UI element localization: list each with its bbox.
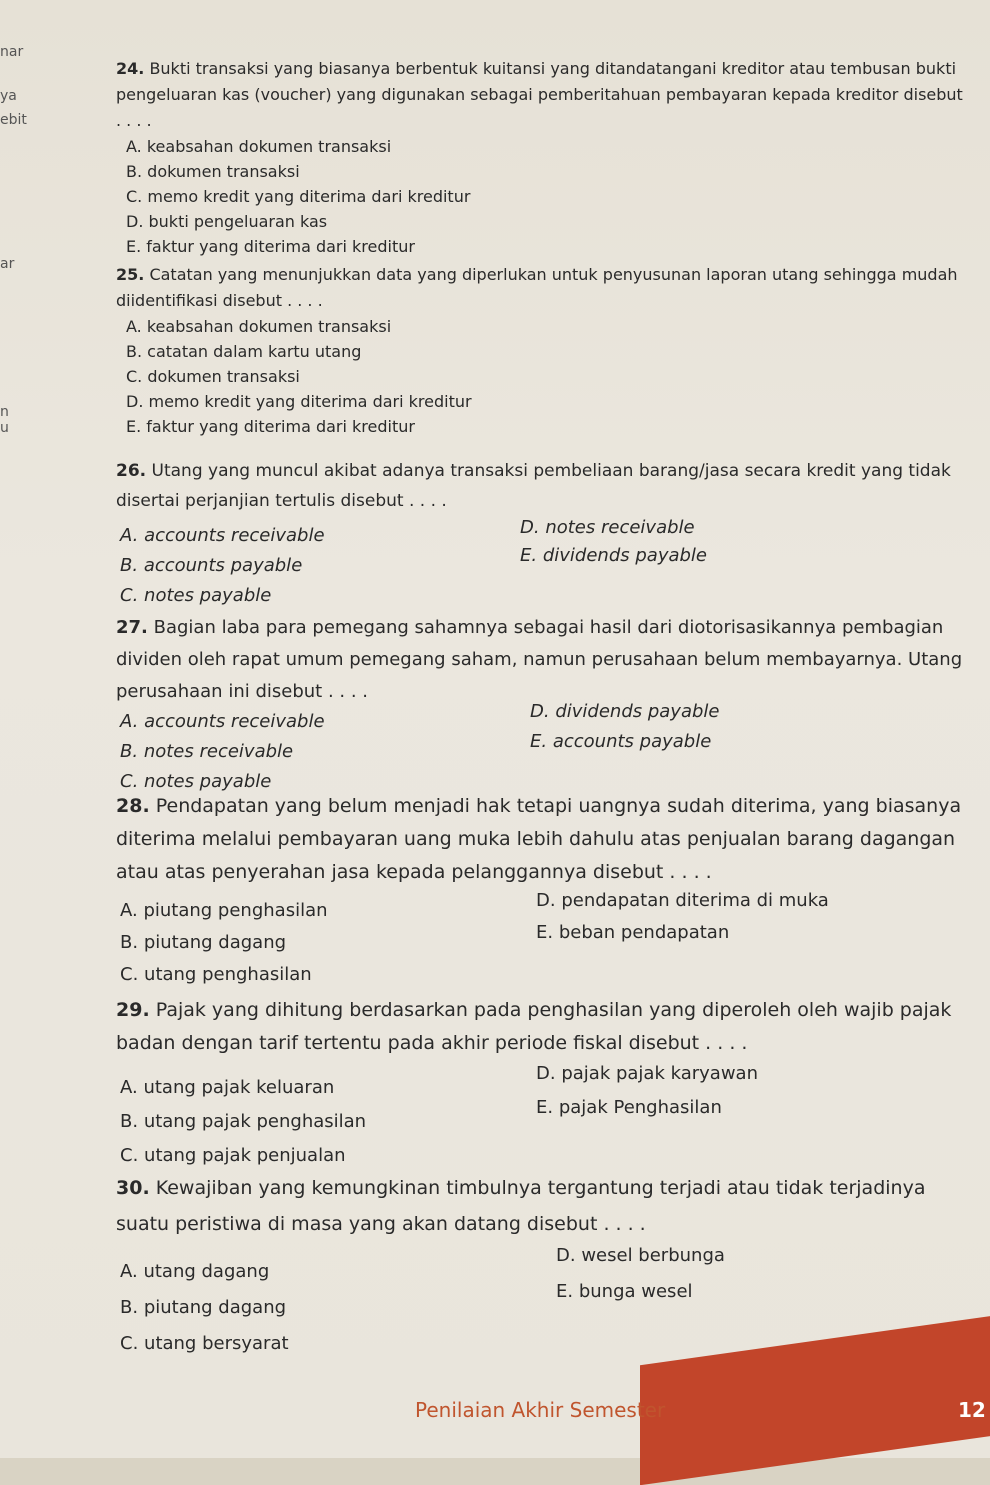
question-text: Catatan yang menunjukkan data yang diperlukan untuk penyusunan laporan utang sehingga mudah diidentifikasi disebut . . . .: [116, 265, 958, 310]
option-c[interactable]: C. utang bersyarat: [120, 1333, 289, 1354]
option-b[interactable]: B. piutang dagang: [120, 932, 287, 953]
question-number: 29.: [116, 999, 150, 1021]
option-b[interactable]: B. piutang dagang: [120, 1297, 287, 1318]
option-c[interactable]: C. dokumen transaksi: [126, 367, 300, 386]
question-text: Kewajiban yang kemungkinan timbulnya tergantung terjadi atau tidak terjadinya suatu peristiwa di masa yang akan datang disebut . . . .: [116, 1177, 926, 1235]
option-b[interactable]: B. dokumen transaksi: [126, 162, 300, 181]
option-e[interactable]: E. accounts payable: [530, 731, 712, 752]
question-28: [116, 790, 966, 985]
option-b[interactable]: B. accounts payable: [120, 555, 303, 576]
option-b[interactable]: B. utang pajak penghasilan: [120, 1111, 367, 1132]
margin-fragment: ar: [0, 256, 15, 272]
page-number: 12: [958, 1398, 986, 1422]
question-text: Bagian laba para pemegang sahamnya sebagai hasil dari diotorisasikannya pembagian dividen oleh rapat umum pemegang saham, namun perusahaan belum membayarnya. Utang perusahaan ini disebut . . . .: [116, 617, 963, 702]
question-stem: [116, 262, 966, 314]
question-stem: [116, 1170, 966, 1242]
option-d[interactable]: D. dividends payable: [530, 701, 720, 722]
margin-fragment: n: [0, 404, 9, 420]
question-29: [116, 994, 966, 1166]
option-d[interactable]: D. pajak pajak karyawan: [536, 1063, 758, 1084]
option-b[interactable]: B. catatan dalam kartu utang: [126, 342, 362, 361]
question-number: 25.: [116, 265, 145, 284]
option-c[interactable]: C. utang pajak penjualan: [120, 1145, 346, 1166]
option-a[interactable]: A. accounts receivable: [120, 711, 325, 732]
question-number: 24.: [116, 59, 145, 78]
footer-label: Penilaian Akhir Semester: [415, 1398, 666, 1422]
margin-fragment: nar: [0, 44, 24, 60]
option-a[interactable]: A. utang dagang: [120, 1261, 270, 1282]
option-e[interactable]: E. pajak Penghasilan: [536, 1097, 722, 1118]
question-text: Bukti transaksi yang biasanya berbentuk kuitansi yang ditandatangani kreditor atau tembusan bukti pengeluaran kas (voucher) yang digunakan sebagai pemberitahuan pembayaran kepada kreditor disebut . . . .: [116, 59, 963, 130]
question-number: 30.: [116, 1177, 150, 1199]
option-a[interactable]: A. accounts receivable: [120, 525, 325, 546]
question-26: [116, 456, 966, 616]
question-stem: [116, 612, 966, 708]
option-e[interactable]: E. faktur yang diterima dari kreditur: [126, 237, 415, 256]
option-a[interactable]: A. utang pajak keluaran: [120, 1077, 335, 1098]
option-c[interactable]: C. notes payable: [120, 771, 272, 792]
question-30: [116, 1170, 966, 1352]
question-text: Pajak yang dihitung berdasarkan pada penghasilan yang diperoleh oleh wajib pajak badan dengan tarif tertentu pada akhir periode fiskal disebut . . . .: [116, 999, 952, 1054]
margin-fragment: ya: [0, 88, 17, 104]
question-number: 26.: [116, 461, 147, 481]
option-a[interactable]: A. piutang penghasilan: [120, 900, 328, 921]
question-24: [116, 56, 966, 259]
option-c[interactable]: C. utang penghasilan: [120, 964, 312, 985]
option-c[interactable]: C. memo kredit yang diterima dari kreditur: [126, 187, 471, 206]
question-text: Utang yang muncul akibat adanya transaksi pembeliaan barang/jasa secara kredit yang tidak disertai perjanjian tertulis disebut . . . .: [116, 461, 951, 511]
margin-fragment: ebit: [0, 112, 27, 128]
option-e[interactable]: E. dividends payable: [520, 545, 707, 566]
option-a[interactable]: A. keabsahan dokumen transaksi: [126, 317, 392, 336]
option-d[interactable]: D. memo kredit yang diterima dari kreditur: [126, 392, 472, 411]
option-d[interactable]: D. wesel berbunga: [556, 1245, 725, 1266]
question-number: 27.: [116, 617, 148, 638]
question-25: [116, 262, 966, 439]
option-d[interactable]: D. notes receivable: [520, 517, 695, 538]
option-e[interactable]: E. beban pendapatan: [536, 922, 730, 943]
question-number: 28.: [116, 795, 150, 817]
option-d[interactable]: D. bukti pengeluaran kas: [126, 212, 328, 231]
question-text: Pendapatan yang belum menjadi hak tetapi uangnya sudah diterima, yang biasanya diterima melalui pembayaran uang muka lebih dahulu atas penjualan barang dagangan atau atas penyerahan jasa kepada pelanggannya disebut . . . .: [116, 795, 962, 883]
question-27: [116, 612, 966, 804]
question-stem: [116, 56, 966, 134]
option-c[interactable]: C. notes payable: [120, 585, 272, 606]
question-stem: [116, 790, 966, 889]
option-e[interactable]: E. bunga wesel: [556, 1281, 693, 1302]
option-b[interactable]: B. notes receivable: [120, 741, 294, 762]
option-e[interactable]: E. faktur yang diterima dari kreditur: [126, 417, 415, 436]
option-d[interactable]: D. pendapatan diterima di muka: [536, 890, 829, 911]
margin-fragment: u: [0, 420, 9, 436]
question-stem: [116, 456, 966, 516]
option-a[interactable]: A. keabsahan dokumen transaksi: [126, 137, 392, 156]
question-stem: [116, 994, 966, 1060]
